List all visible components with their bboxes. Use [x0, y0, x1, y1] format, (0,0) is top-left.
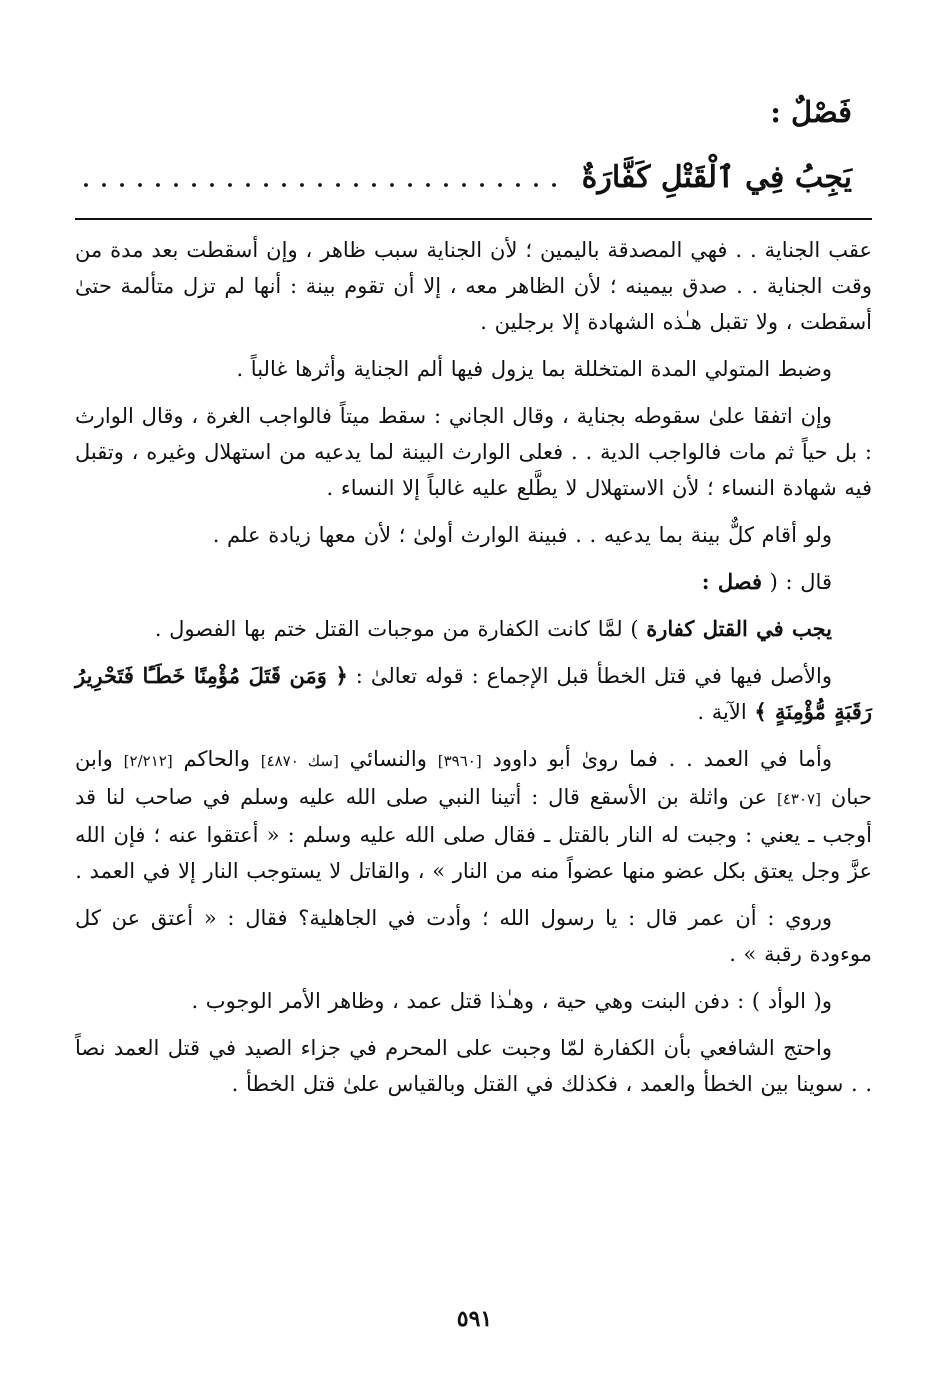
hadith-ref-ibn-hibban: [٤٣٠٧]: [776, 790, 821, 808]
paragraph-11: واحتج الشافعي بأن الكفارة لمّا وجبت على المحرم في جزاء الصيد في قتل العمد نصاً . . سوينا بين الخطأ والعمد ، فكذلك في القتل وبالقياس علىٰ قتل الخطأ .: [75, 1036, 872, 1096]
quran-verse: ﴿ وَمَن قَتَلَ مُؤْمِنًا خَطَـًٔا فَتَحْرِيرُ رَقَبَةٍ مُّؤْمِنَةٍ ﴾: [75, 663, 872, 724]
quote-prefix: قال : (: [769, 570, 832, 594]
hadith-ref-nasai: [سك ٤٨٧٠]: [260, 752, 339, 770]
matn-text: يَجِبُ فِي ٱلْقَتْلِ كَفَّارَةٌ: [581, 160, 852, 195]
paragraph-5: [75, 564, 872, 600]
paragraph-8-text-e: عن واثلة بن الأسقع قال : أتينا النبي صلى الله عليه وسلم في صاحب لنا قد أوجب ـ يعني : وجبت له النار بالقتل ـ فقال صلى الله عليه وسلم : « أعتقوا عنه ؛ فإن الله عزَّ وجل يعتق بكل عضو منها عضواً منه من النار » ، والقاتل لا يستوجب النار إلا في العمد .: [75, 785, 872, 883]
section-heading-colon: :: [770, 95, 781, 129]
paragraph-7: [75, 658, 872, 730]
paragraph-1: عقب الجناية . . فهي المصدقة باليمين ؛ لأن الجناية سبب ظاهر ، وإن أسقطت بعد مدة من وقت الجناية . . صدق بيمينه ؛ لأن الظاهر معه ، إلا أن تقوم بينة : أنها لم تزل متألمة حتىٰ أسقطت ، ولا تقبل هـٰذه الشهادة إلا برجلين .: [75, 238, 872, 334]
hadith-ref-abu-dawud: [٣٩٦٠]: [437, 752, 482, 770]
matn-line: [77, 152, 852, 200]
dotted-leader: [77, 182, 570, 188]
paragraph-6-text: ) لمَّا كانت الكفارة من موجبات القتل ختم بها الفصول .: [154, 617, 639, 641]
paragraph-2: وضبط المتولي المدة المتخللة بما يزول فيها ألم الجناية وأثرها غالباً .: [236, 357, 832, 381]
paragraph-7-end: الآية .: [697, 700, 747, 724]
paragraph-8-text-d: وابن حبان: [75, 747, 872, 809]
page-number: ٥٩١: [456, 1306, 493, 1332]
separator-rule: [75, 218, 872, 220]
paragraph-8: [75, 741, 872, 889]
hadith-ref-hakim: [٢/٢١٢]: [123, 752, 173, 770]
paragraph-9: وروي : أن عمر قال : يا رسول الله ؛ وأدت في الجاهلية؟ فقال : « أعتق عن كل موءودة رقبة » .: [75, 906, 872, 966]
paragraph-8-text-b: والنسائي: [349, 747, 427, 771]
section-heading: [770, 92, 852, 132]
paragraph-6: [75, 611, 872, 647]
paragraph-7-text: والأصل فيها في قتل الخطأ قبل الإجماع : قوله تعالىٰ :: [355, 664, 832, 688]
paragraph-8-text-a: وأما في العمد . . فما روىٰ أبو داوود: [492, 747, 833, 771]
paragraph-4: ولو أقام كلٌّ بينة بما يدعيه . . فبينة الوارث أولىٰ ؛ لأن معها زيادة علم .: [212, 523, 832, 547]
quoted-matn: يجب في القتل كفارة: [646, 616, 832, 641]
section-heading-title: فَصْلٌ: [791, 95, 852, 129]
paragraph-3: وإن اتفقا علىٰ سقوطه بجناية ، وقال الجاني : سقط ميتاً فالواجب الغرة ، وقال الوارث : بل حياً ثم مات فالواجب الدية . . فعلى الوارث البينة لما يدعيه من استهلال وغيره ، وتقبل فيه شهادة النساء ؛ لأن الاستهلال لا يطَّلع عليه غالباً إلا النساء .: [75, 404, 872, 500]
commentary-body: [75, 232, 872, 1113]
paragraph-10: و( الوأد ) : دفن البنت وهي حية ، وهـٰذا قتل عمد ، وظاهر الأمر الوجوب .: [191, 989, 832, 1013]
paragraph-8-text-c: والحاكم: [183, 747, 250, 771]
quoted-section-title: فصل :: [701, 569, 762, 594]
